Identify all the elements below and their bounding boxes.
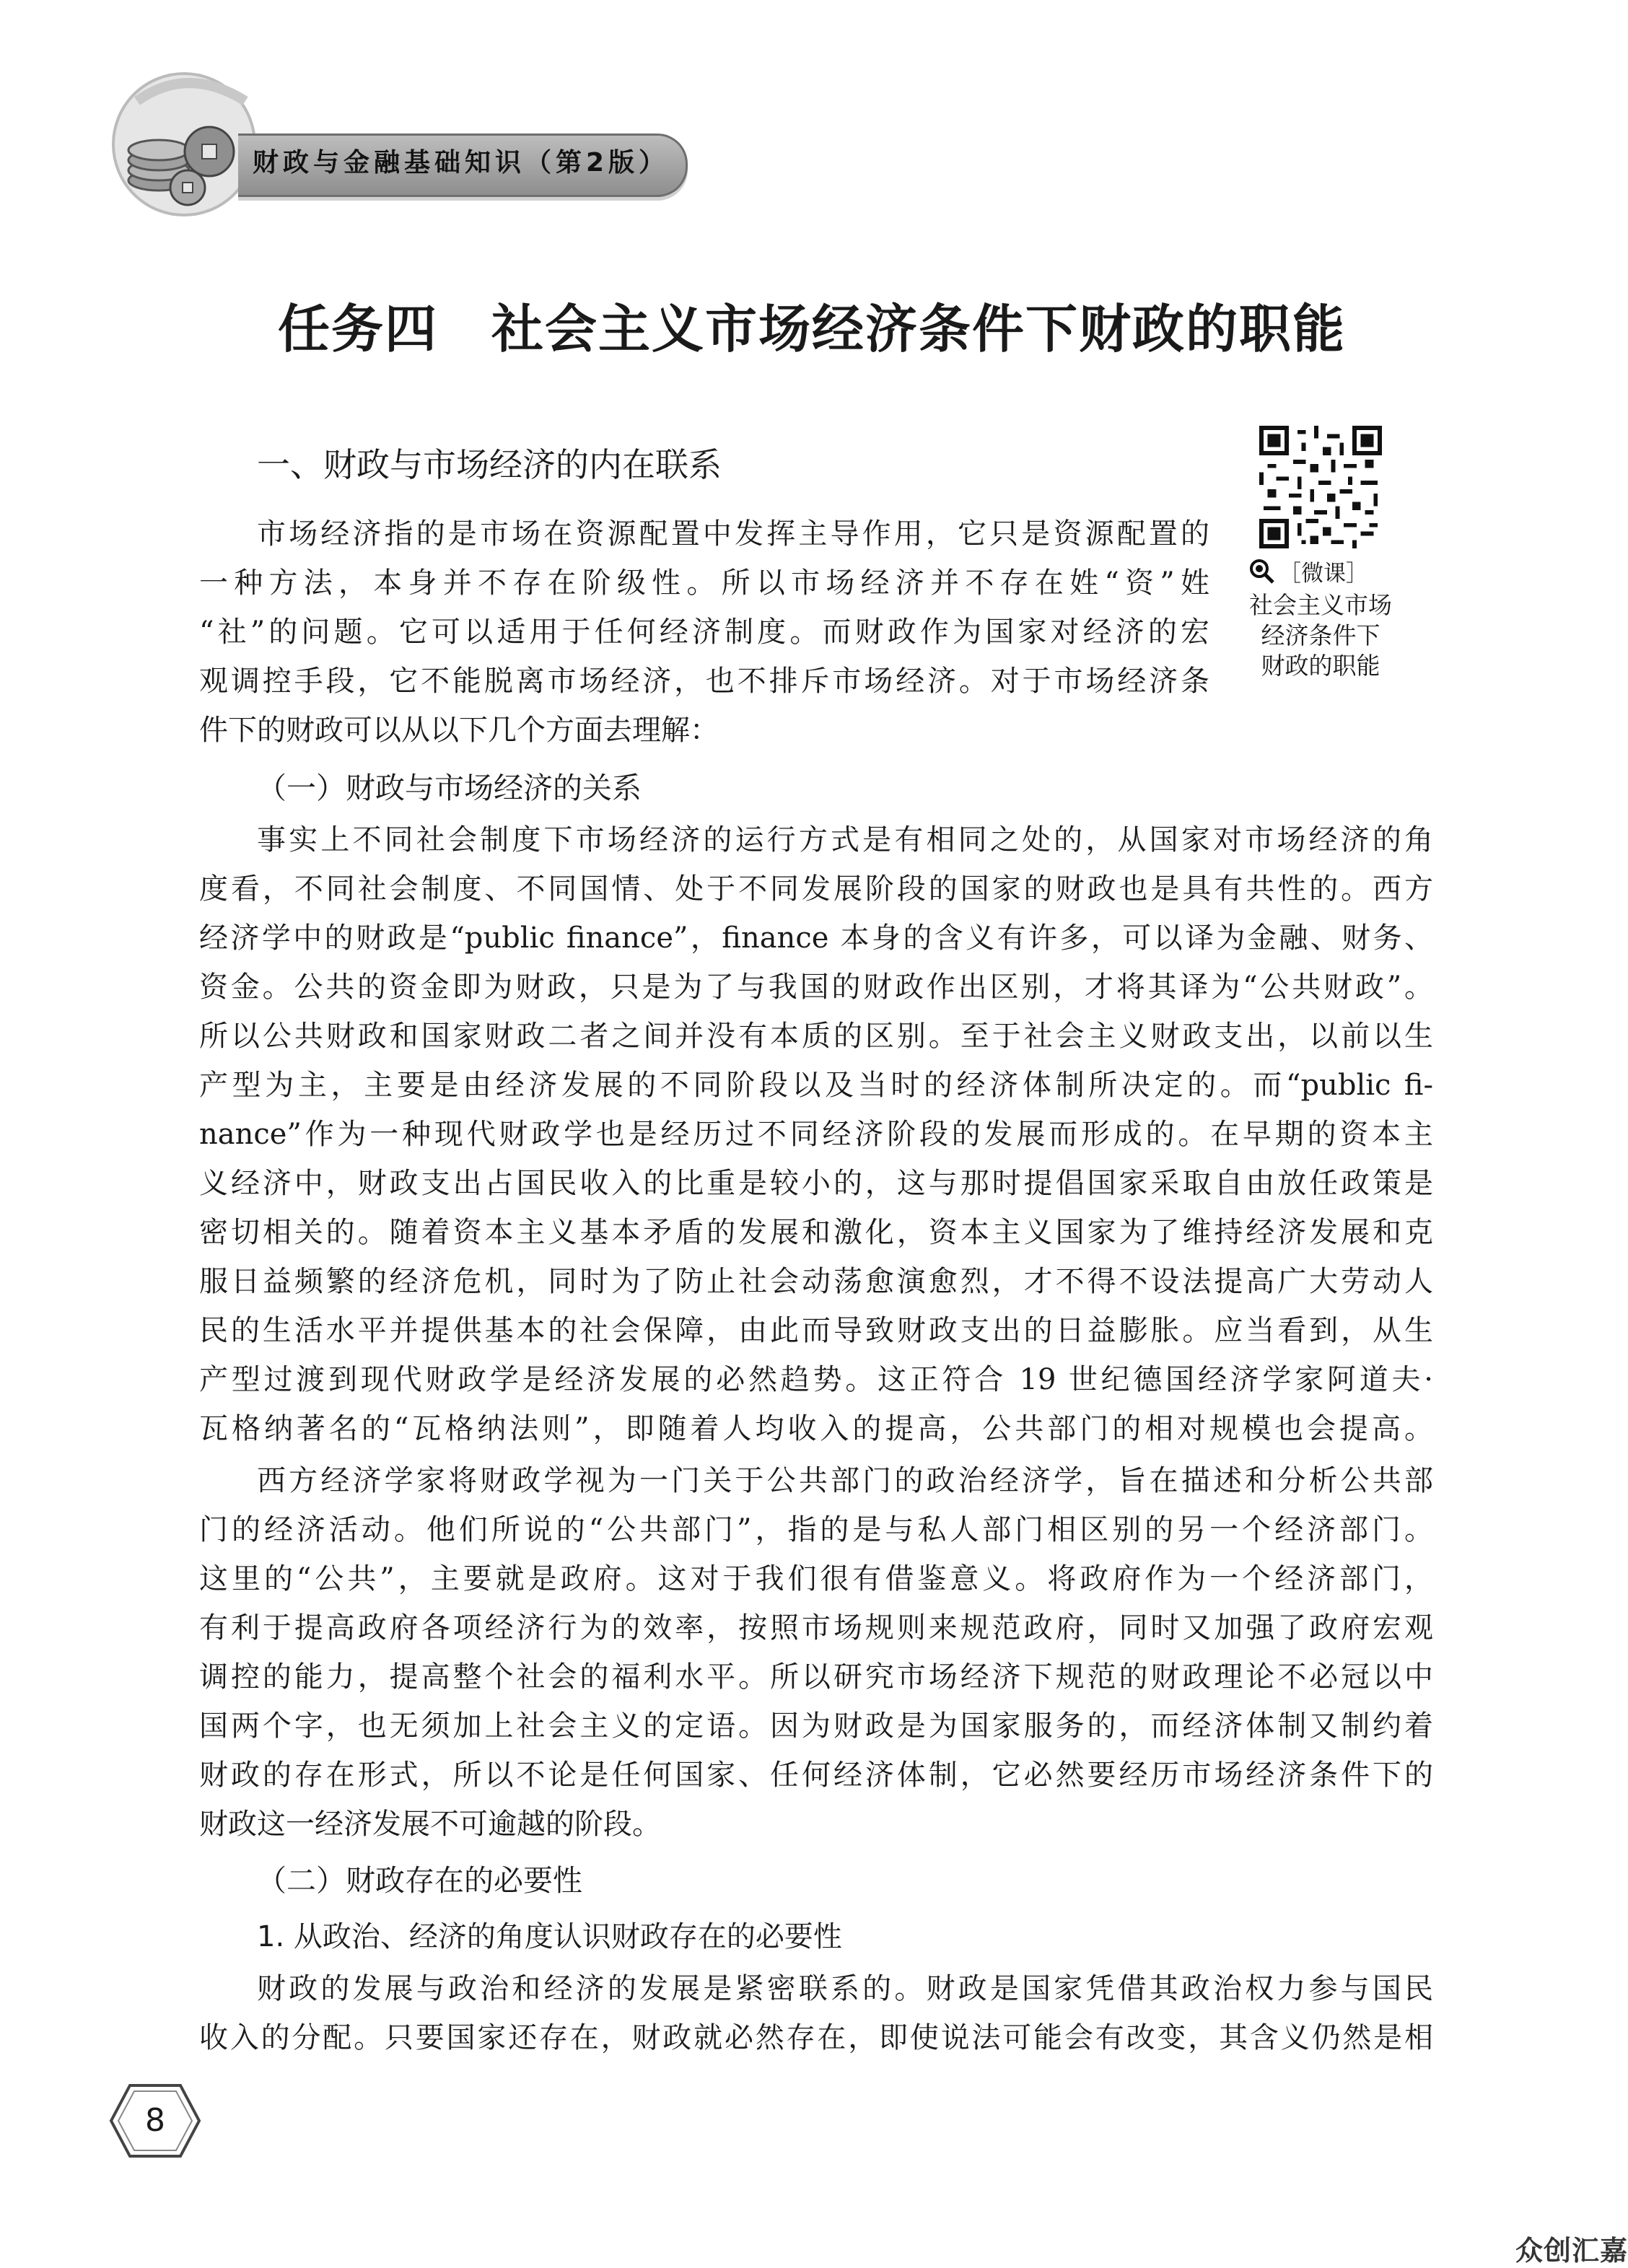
text-line: 所以公共财政和国家财政二者之间并没有本质的区别。至于社会主义财政支出，以前以生	[199, 1020, 1433, 1053]
book-title: 财政与金融基础知识（第2版）	[253, 148, 670, 178]
text-line: 事实上不同社会制度下市场经济的运行方式是有相同之处的，从国家对市场经济的角	[257, 823, 1433, 857]
text-line: 收入的分配。只要国家还存在，财政就必然存在，即使说法可能会有改变，其含义仍然是相	[199, 2021, 1433, 2054]
text-line: 有利于提高政府各项经济行为的效率，按照市场规则来规范政府，同时又加强了政府宏观	[199, 1611, 1433, 1645]
text-line: 门的经济活动。他们所说的“公共部门”，指的是与私人部门相区别的另一个经济部门。	[199, 1513, 1433, 1546]
text-line: 市场经济指的是市场在资源配置中发挥主导作用，它只是资源配置的	[257, 517, 1209, 551]
section-title: 一、财政与市场经济的内在联系	[257, 445, 722, 484]
task-title: 任务四 社会主义市场经济条件下财政的职能	[278, 298, 1347, 359]
text-line: 财政的发展与政治和经济的发展是紧密联系的。财政是国家凭借其政治权力参与国民	[257, 1972, 1433, 2005]
text-line: 资金。公共的资金即为财政，只是为了与我国的财政作出区别，才将其译为“公共财政”。	[199, 971, 1433, 1004]
qr-caption-line: 经济条件下	[1261, 621, 1380, 649]
text-line: 调控的能力，提高整个社会的福利水平。所以研究市场经济下规范的财政理论不必冠以中	[199, 1660, 1433, 1694]
text-line: 经济学中的财政是“public finance”，finance 本身的含义有许多，可以译为金融、财务、	[199, 921, 1433, 955]
text-line: 瓦格纳著名的“瓦格纳法则”，即随着人均收入的提高，公共部门的相对规模也会提高。	[199, 1412, 1433, 1445]
subsection-title: （一）财政与市场经济的关系	[257, 771, 642, 805]
text-line: 西方经济学家将财政学视为一门关于公共部门的政治经济学，旨在描述和分析公共部	[257, 1464, 1433, 1497]
numbered-heading: 1. 从政治、经济的角度认识财政存在的必要性	[257, 1920, 842, 1953]
text-line: 观调控手段，它不能脱离市场经济，也不排斥市场经济。对于市场经济条	[199, 665, 1209, 698]
qr-caption	[1227, 590, 1414, 681]
text-line: 度看，不同社会制度、不同国情、处于不同发展阶段的国家的财政也是具有共性的。西方	[199, 872, 1433, 906]
watermark: 众创汇嘉	[1515, 2235, 1628, 2267]
text-line: 产型过渡到现代财政学是经济发展的必然趋势。这正符合 19 世纪德国经济学家阿道夫·	[199, 1363, 1433, 1396]
text-line: 服日益频繁的经济危机，同时为了防止社会动荡愈演愈烈，才不得不设法提高广大劳动人	[199, 1265, 1433, 1298]
qr-label: ［微课］	[1279, 560, 1368, 587]
text-line: 国两个字，也无须加上社会主义的定语。因为财政是为国家服务的，而经济体制又制约着	[199, 1709, 1433, 1743]
text-line: “社”的问题。它可以适用于任何经济制度。而财政作为国家对经济的宏	[199, 616, 1209, 649]
qr-caption-line: 社会主义市场	[1249, 591, 1392, 619]
text-line: 财政这一经济发展不可逾越的阶段。	[199, 1808, 661, 1841]
text-line: 义经济中，财政支出占国民收入的比重是较小的，这与那时提倡国家采取自由放任政策是	[199, 1167, 1433, 1200]
text-line: 财政的存在形式，所以不论是任何国家、任何经济体制，它必然要经历市场经济条件下的	[199, 1759, 1433, 1792]
text-line: 这里的“公共”，主要就是政府。这对于我们很有借鉴意义。将政府作为一个经济部门，	[199, 1562, 1433, 1595]
text-line: 民的生活水平并提供基本的社会保障，由此而导致财政支出的日益膨胀。应当看到，从生	[199, 1314, 1433, 1347]
qr-label-row	[1247, 554, 1413, 587]
text-line: 件下的财政可以从以下几个方面去理解：	[199, 714, 719, 747]
subsection-title: （二）财政存在的必要性	[257, 1863, 582, 1898]
text-line: 产型为主，主要是由经济发展的不同阶段以及当时的经济体制所决定的。而“public fi-	[199, 1069, 1433, 1102]
text-line: 一种方法，本身并不存在阶级性。所以市场经济并不存在姓“资”姓	[199, 566, 1209, 600]
text-line: nance”作为一种现代财政学也是经历过不同经济阶段的发展而形成的。在早期的资本主	[199, 1118, 1433, 1151]
qr-code-icon[interactable]	[1259, 426, 1382, 548]
text-line: 密切相关的。随着资本主义基本矛盾的发展和激化，资本主义国家为了维持经济发展和克	[199, 1216, 1433, 1249]
qr-caption-line: 财政的职能	[1261, 652, 1380, 680]
page-number: 8	[145, 2102, 165, 2139]
magnifier-icon	[1247, 556, 1276, 585]
